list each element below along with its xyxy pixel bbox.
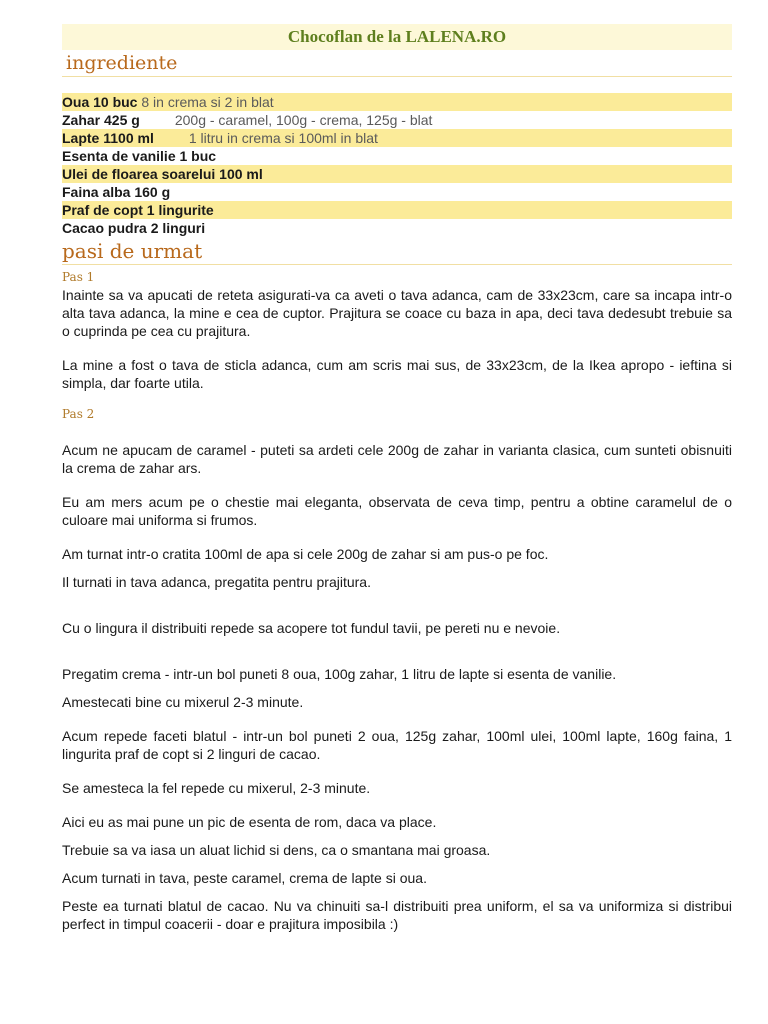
step-paragraph: Eu am mers acum pe o chestie mai eleganta, observata de ceva timp, pentru a obtine caramelul de o culoare mai uniforma si frumos.	[62, 494, 732, 528]
recipe-page	[62, 24, 732, 933]
recipe-title: Chocoflan de la LALENA.RO	[62, 24, 732, 50]
step-paragraph: Acum repede faceti blatul - intr-un bol puneti 2 oua, 125g zahar, 100ml ulei, 100ml lapte, 160g faina, 1 lingurita praf de copt si 2 linguri de cacao.	[62, 728, 732, 762]
ingredient-row	[62, 165, 732, 183]
step-label: Pas 2	[62, 407, 95, 421]
ingredient-gap	[154, 130, 189, 146]
ingredient-name: Oua 10 buc	[62, 94, 138, 110]
ingredient-name: Esenta de vanilie 1 buc	[62, 148, 217, 164]
ingredient-name: Ulei de floarea soarelui 100 ml	[62, 166, 263, 182]
ingredient-note: 8 in crema si 2 in blat	[141, 94, 274, 110]
ingredient-row	[62, 183, 732, 201]
ingredient-gap	[140, 112, 175, 128]
ingredient-row	[62, 219, 732, 237]
step-paragraph: Se amesteca la fel repede cu mixerul, 2-3 minute.	[62, 780, 371, 796]
ingredient-row	[62, 129, 732, 147]
ingredient-row	[62, 201, 732, 219]
steps-heading: pasi de urmat	[62, 238, 732, 265]
ingredient-name: Faina alba 160 g	[62, 184, 171, 200]
ingredient-row	[62, 93, 732, 111]
step-paragraph: Aici eu as mai pune un pic de esenta de rom, daca va place.	[62, 814, 437, 830]
step-paragraph: La mine a fost o tava de sticla adanca, cum am scris mai sus, de 33x23cm, de la Ikea apropo - ieftina si simpla, dar foarte utila.	[62, 357, 732, 391]
ingredient-note: 200g - caramel, 100g - crema, 125g - blat	[174, 112, 433, 128]
step-paragraph: Acum turnati in tava, peste caramel, crema de lapte si oua.	[62, 870, 427, 886]
ingredients-list	[62, 93, 732, 237]
ingredient-name: Praf de copt 1 lingurite	[62, 202, 214, 218]
ingredient-name: Cacao pudra 2 linguri	[62, 220, 206, 236]
ingredient-name: Zahar 425 g	[62, 112, 140, 128]
ingredient-note: 1 litru in crema si 100ml in blat	[188, 130, 378, 146]
step-paragraph: Pregatim crema - intr-un bol puneti 8 oua, 100g zahar, 1 litru de lapte si esenta de vanilie.	[62, 666, 617, 682]
ingredient-row	[62, 111, 732, 129]
ingredient-name: Lapte 1100 ml	[62, 130, 154, 146]
step-paragraph: Il turnati in tava adanca, pregatita pentru prajitura.	[62, 574, 371, 590]
step-paragraph: Inainte sa va apucati de reteta asigurati-va ca aveti o tava adanca, cam de 33x23cm, care sa incapa intr-o alta tava adanca, la mine e cea de cuptor. Prajitura se coace cu baza in apa, deci tava dedesubt trebuie sa o cuprinda pe cea cu prajitura.	[62, 287, 732, 339]
step-paragraph: Trebuie sa va iasa un aluat lichid si dens, ca o smantana mai groasa.	[62, 842, 491, 858]
step-paragraph: Amestecati bine cu mixerul 2-3 minute.	[62, 694, 304, 710]
step-paragraph: Am turnat intr-o cratita 100ml de apa si cele 200g de zahar si am pus-o pe foc.	[62, 546, 549, 562]
step-paragraph: Acum ne apucam de caramel - puteti sa ardeti cele 200g de zahar in varianta clasica, cum sunteti obisnuiti la crema de zahar ars.	[62, 442, 732, 476]
step-label: Pas 1	[62, 270, 95, 284]
step-paragraph: Peste ea turnati blatul de cacao. Nu va chinuiti sa-l distribuiti prea uniform, el sa va uniformiza si distribui perfect in timpul coacerii - doar e prajitura imposibila :)	[62, 898, 732, 932]
ingredients-heading: ingrediente	[62, 50, 732, 77]
ingredient-row	[62, 147, 732, 165]
step-paragraph: Cu o lingura il distribuiti repede sa acopere tot fundul tavii, pe pereti nu e nevoie.	[62, 620, 561, 636]
